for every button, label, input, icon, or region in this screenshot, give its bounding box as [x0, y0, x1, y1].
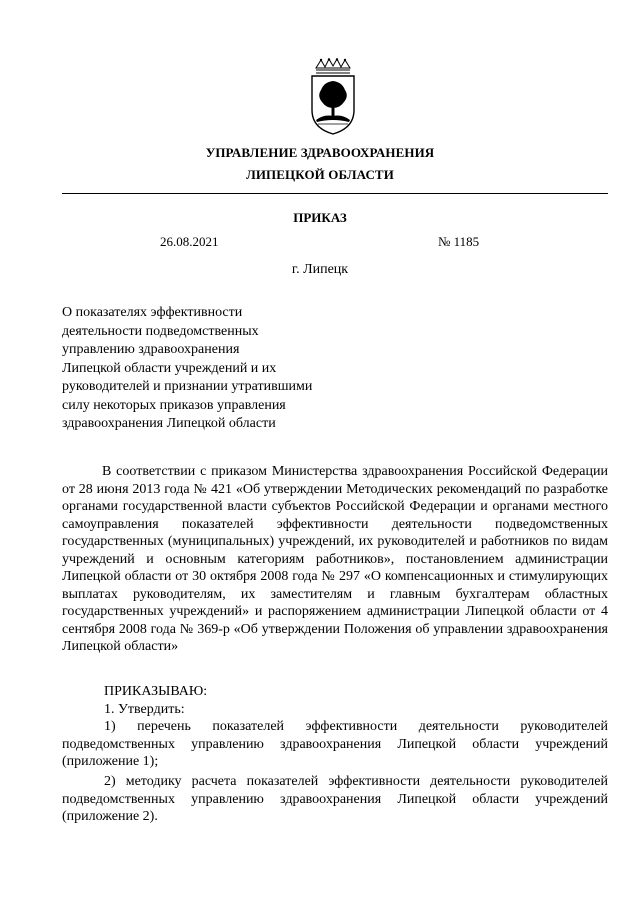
subject-line: силу некоторых приказов управления [62, 397, 286, 413]
subject-line: деятельности подведомственных [62, 323, 259, 339]
subject-line: руководителей и признании утратившими [62, 379, 313, 394]
approve-clause: 1. Утвердить: [104, 702, 185, 717]
subject-line: здравоохранения Липецкой области [62, 416, 276, 431]
organization-name-line-1: УПРАВЛЕНИЕ ЗДРАВООХРАНЕНИЯ [205, 145, 435, 160]
approve-item-1: 1) перечень показателей эффективности деятельности руководителей подведомственных управлению здравоохранения Липецкой области учреждений (приложение 1); [62, 719, 608, 769]
subject-line: управлению здравоохранения [62, 342, 240, 357]
document-date: 26.08.2021 [160, 234, 219, 249]
subject-line: Липецкой области учреждений и их [62, 360, 277, 376]
subject-line: О показателях эффективности [62, 305, 243, 320]
document-type: ПРИКАЗ [293, 210, 347, 225]
approve-item-2: 2) методику расчета показателей эффективности деятельности руководителей подведомственных управлению здравоохранения Липецкой области учреждений (приложение 2). [62, 774, 608, 824]
preamble-paragraph: В соответствии с приказом Министерства здравоохранения Российской Федерации от 28 июня 2013 года № 421 «Об утверждении Методических рекомендаций по разработке органами государственной власти субъектов Российской Федерации и органами местного самоуправления показателей эффективности деятельности подведомственных государственных (муниципальных) учреждений, их руководителей и работников по видам учреждений и основным категориям работников», постановлением администрации Липецкой области от 30 октября 2008 года № 297 «О компенсационных и стимулирующих выплатах руководителям, их заместителям и главным бухгалтерам областных государственных учреждений» и распоряжением администрации Липецкой области от 4 сентября 2008 года № 369-р «Об утверждении Положения об управлении здравоохранения Липецкой области» [62, 464, 608, 654]
header-divider [62, 193, 608, 194]
order-word: ПРИКАЗЫВАЮ: [104, 684, 208, 699]
document-subject [62, 304, 362, 434]
document-number: № 1185 [438, 234, 480, 249]
lipetsk-coat-of-arms-icon [302, 58, 364, 136]
document-city: г. Липецк [291, 262, 349, 277]
organization-name-line-2: ЛИПЕЦКОЙ ОБЛАСТИ [246, 167, 394, 182]
